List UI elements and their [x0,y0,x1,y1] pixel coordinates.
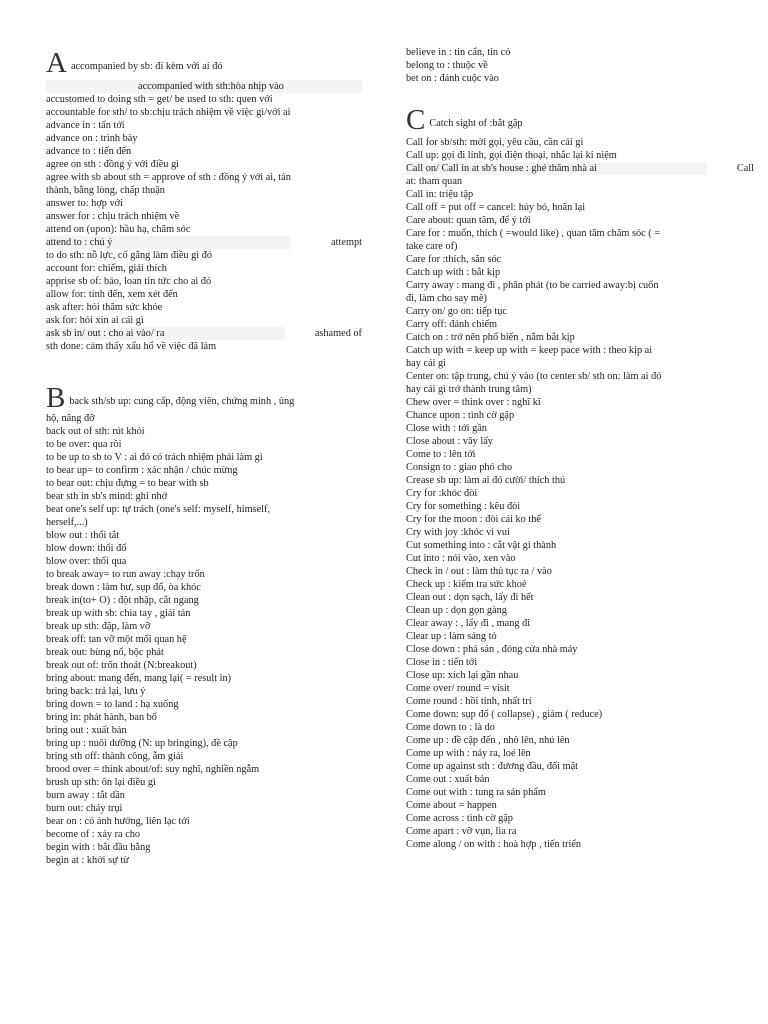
entry-text: ask sb in/ out : cho ai vào/ ra [46,327,285,340]
entry-line: Come up with : nảy ra, loé lên [406,748,531,759]
entry-line: at: tham quan [406,176,463,187]
entry-line: break off: tan vỡ một mối quan hệ [46,634,187,645]
entry-line: Check up : kiểm tra sức khoẻ [406,579,527,590]
entry-line: agree on sth : đồng ý với điều gì [46,159,179,170]
entry-line: to be over: qua rồi [46,439,122,450]
entry-line: break up sth: đập, làm vỡ [46,621,151,632]
entry-line: Come round : hồi tỉnh, nhất trí [406,696,532,707]
entry-line: sth done: cảm thấy xấu hổ về việc đã làm [46,341,217,352]
entry-line-attend [46,236,362,249]
entry-line: bring out : xuất bản [46,725,127,736]
entry-line: to bear out: chịu đựng = to bear with sb [46,478,209,489]
entry-line: Come out with : tung ra sản phẩm [406,787,546,798]
entry-line: ask for: hỏi xin ai cái gì [46,315,144,326]
entry-line: Chew over = think over : nghĩ kĩ [406,397,541,408]
entry-line: bring down = to land : hạ xuống [46,699,179,710]
entry-line: Clear away : , lấy đi , mang đi [406,618,531,629]
entry-line: Clear up : làm sáng tỏ [406,631,497,642]
entry-line: burn away : tắt dần [46,790,125,801]
entry-line: Cry with joy :khóc vì vui [406,527,510,538]
entry-line: brood over = think about/of: suy nghĩ, nghiền ngẫm [46,764,260,775]
section-b [46,382,362,867]
entry-line: answer to: hợp với [46,198,123,209]
entry-line: Chance upon : tình cờ gặp [406,410,515,421]
section-a-head [46,47,362,79]
entry-line: accustomed to doing sth = get/ be used to sth: quen với [46,94,273,105]
entry-line: herself,...) [46,517,88,528]
section-c [406,104,754,851]
entry-line: Come up : đề cập đến , nhô lên, nhú lên [406,735,570,746]
entry-line: break up with sb: chia tay , giải tán [46,608,191,619]
section-b-head-text: back sth/sb up: cung cấp, động viên, chứng minh , ủng [69,396,295,407]
entry-line: accompanied with sth:hòa nhịp vào [46,80,362,93]
entry-line: Cry for something : kêu đòi [406,501,521,512]
entry-line: burn out: cháy trụi [46,803,123,814]
entry-line: hộ, nâng đỡ [46,413,95,424]
entry-line: Come apart : vỡ vụn, lìa ra [406,826,517,837]
entry-line: advance on : trình bày [46,133,138,144]
entry-line: Come out : xuất bản [406,774,490,785]
entry-line: Come over/ round = visit [406,683,510,694]
section-a-letter: A [46,47,67,79]
entry-line: Carry on/ go on: tiếp tục [406,306,507,317]
entry-word-call: Call [736,163,754,174]
entry-line: to break away= to run away :chạy trốn [46,569,205,580]
entry-line: Come across : tình cờ gặp [406,813,513,824]
entry-line: belong to : thuộc về [406,60,488,71]
entry-line: begin with : bắt đầu bằng [46,842,151,853]
entry-line: account for: chiếm, giải thích [46,263,167,274]
entry-line: Clean up : dọn gọn gàng [406,605,507,616]
section-b-letter: B [46,382,66,414]
entry-line: Care for : muốn, thích ( =would like) , quan tâm chăm sóc ( = [406,228,661,239]
entry-line: Consign to : giao phó cho [406,462,513,473]
entry-line: bear sth in sb's mind: ghi nhớ [46,491,168,502]
entry-line-call [406,162,754,175]
entry-line: answer for : chịu trách nhiệm về [46,211,180,222]
entry-line: Care about: quan tâm, để ý tới [406,215,531,226]
entry-line: advance in : tấn tới [46,120,125,131]
right-column [406,46,754,851]
entry-line: begin at : khởi sự từ [46,855,129,866]
entry-line: Cry for the moon : đòi cái ko thể [406,514,541,525]
entry-line: become of : xảy ra cho [46,829,141,840]
entry-line: bet on : đánh cuộc vào [406,73,499,84]
entry-line: take care of) [406,241,458,252]
entry-line: Close with : tới gần [406,423,487,434]
section-a [46,47,362,353]
entry-line: agree with sb about sth = approve of sth : đồng ý với ai, tán [46,172,291,183]
left-column [46,47,362,867]
entry-line: Close about : vây lấy [406,436,493,447]
entry-line: break down : làm hư, sụp đổ, òa khóc [46,582,201,593]
entry-line: blow over: thổi qua [46,556,127,567]
entry-line: bring up : nuôi dưỡng (N: up bringing), đề cập [46,738,238,749]
entry-line: accountable for sth/ to sb:chịu trách nhiệm về việc gì/với ai [46,107,291,118]
entry-line: Cry for :khóc đòi [406,488,478,499]
entry-word-ashamed: ashamed of [314,328,362,339]
entry-line: beat one's self up: tự trách (one's self: myself, himself, [46,504,271,515]
entry-line: Catch up with = keep up with = keep pace with : theo kịp ai [406,345,653,356]
entry-line-ask [46,327,362,340]
entry-line: bring sth off: thành công, ẵm giải [46,751,184,762]
entry-line: Cut into : nói vào, xen vào [406,553,516,564]
entry-line: back out of sth: rút khỏi [46,426,145,437]
entry-line: Carry away : mang đi , phân phát (to be carried away:bị cuốn [406,280,659,291]
entry-line: thành, bằng lòng, chấp thuận [46,185,165,196]
entry-line: apprise sb of: báo, loan tin tức cho ai đó [46,276,212,287]
entry-line: advance to : tiến đến [46,146,132,157]
entry-line: believe in : tin cẩn, tin có [406,47,511,58]
entry-line: ask after: hỏi thăm sức khỏe [46,302,163,313]
entry-line: Come down to : là do [406,722,495,733]
section-b-continued [406,46,754,85]
entry-line: Call in: triệu tập [406,189,474,200]
entry-line: đi, làm cho say mê) [406,293,487,304]
entry-line: bear on : có ảnh hưởng, liên lạc tới [46,816,190,827]
entry-line: bring about: mang đến, mang lại( = result in) [46,673,232,684]
entry-line: Center on: tập trung, chú ý vào (to center sb/ sth on: làm ai đó [406,371,662,382]
section-c-head [406,104,754,136]
entry-line: allow for: tính đến, xem xét đến [46,289,178,300]
entry-line: break out: bùng nổ, bộc phát [46,647,164,658]
entry-line: Crease sb up: làm ai đó cười/ thích thú [406,475,566,486]
entry-line: Clean out : dọn sạch, lấy đi hết [406,592,534,603]
section-b-head [46,382,362,414]
section-a-head-text: accompanied by sb: đi kèm với ai đó [70,61,223,72]
entry-line: Come up against sth : đương đầu, đối mặt [406,761,579,772]
entry-line: Catch up with : bắt kịp [406,267,501,278]
entry-line: Care for :thích, săn sóc [406,254,502,265]
entry-line: hay cái gì [406,358,447,369]
entry-line: Check in / out : làm thủ tục ra / vào [406,566,552,577]
entry-line: Cut something into : cắt vật gì thành [406,540,557,551]
entry-line: hay cái gì trở thành trung tâm) [406,384,532,395]
entry-line: to be up to sb to V : ai đó có trách nhiệm phải làm gì [46,452,263,463]
entry-line: Carry off: đánh chiếm [406,319,498,330]
entry-line: Come along / on with : hoà hợp , tiến triển [406,839,582,850]
entry-line: Catch on : trở nên phổ biến , nắm bắt kịp [406,332,575,343]
entry-line: Close up: xích lại gần nhau [406,670,519,681]
entry-line: Come down: sụp đổ ( collapse) , giảm ( reduce) [406,709,603,720]
section-c-letter: C [406,104,426,136]
entry-word-attempt: attempt [331,237,362,248]
entry-line: Come to : lên tới [406,449,476,460]
entry-line: Come about = happen [406,800,497,811]
entry-line: brush up sth: ôn lại điều gì [46,777,156,788]
entry-line: bring in: phát hành, ban bố [46,712,157,723]
entry-line: Close down : phá sản , đóng cửa nhà máy [406,644,578,655]
entry-line: Close in : tiến tới [406,657,478,668]
section-c-head-text: Catch sight of :bắt gặp [429,118,523,129]
entry-line: blow down: thổi đổ [46,543,127,554]
entry-line: attend on (upon): hầu hạ, chăm sóc [46,224,191,235]
entry-line: break in(to+ O) : đột nhập, cắt ngang [46,595,199,606]
entry-line: to bear up= to confirm : xác nhận / chúc mừng [46,465,238,476]
entry-line: break out of: trốn thoát (N:breakout) [46,660,197,671]
entry-line: bring back: trả lại, lưu ý [46,686,146,697]
entry-line: blow out : thổi tắt [46,530,120,541]
entry-text: attend to : chú ý [46,236,291,249]
entry-line: Call up: gọi đi lính, gọi điện thoại, nhắc lại kỉ niệm [406,150,617,161]
entry-line: Call off = put off = cancel: hủy bỏ, hoãn lại [406,202,586,213]
entry-text: Call on/ Call in at sb's house : ghé thăm nhà ai [406,162,707,175]
entry-line: to do sth: nỗ lực, cố gắng làm điều gì đó [46,250,213,261]
entry-line: Call for sb/sth: mời gọi, yêu cầu, cần cái gì [406,137,584,148]
